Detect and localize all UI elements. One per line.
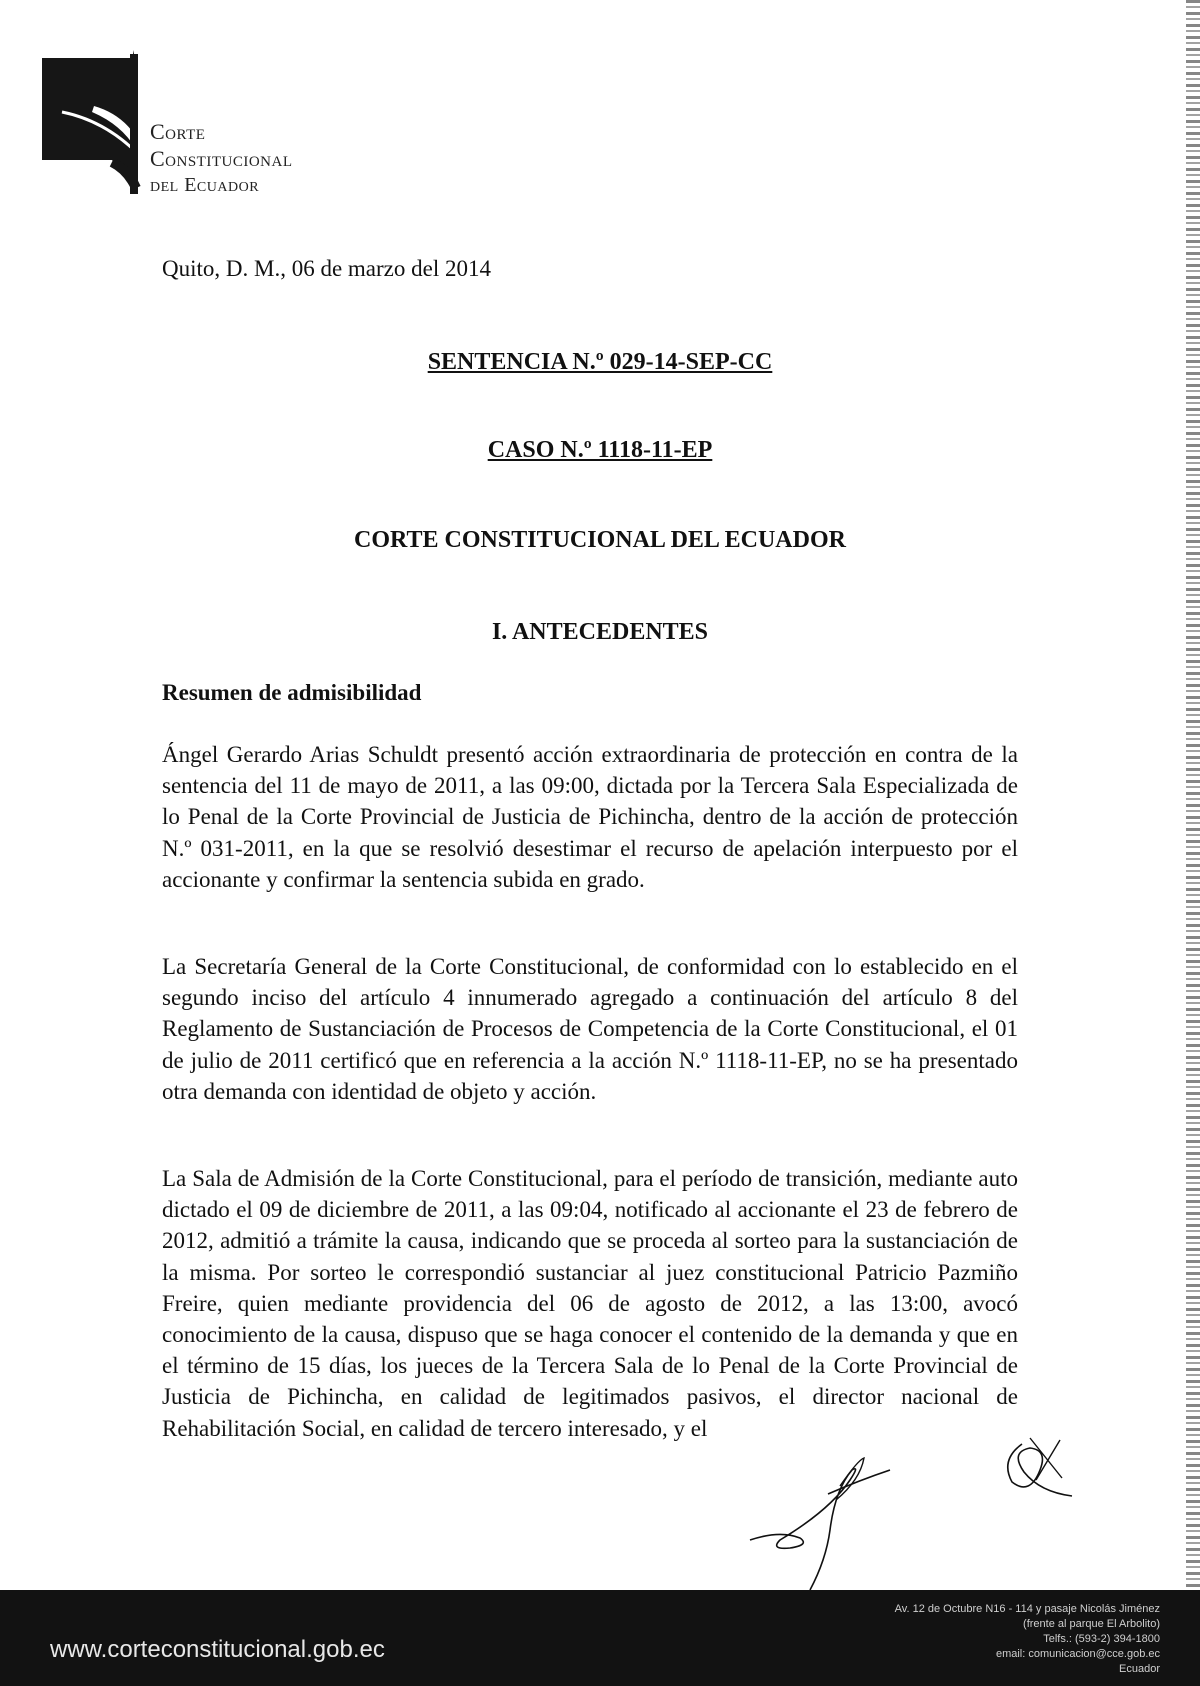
signature-icon xyxy=(740,1420,1100,1600)
footer-address-line: Av. 12 de Octubre N16 - 114 y pasaje Nicolás Jiménez xyxy=(894,1603,1160,1615)
corte-constitucional-logo xyxy=(42,50,372,210)
footer-address-line: Telfs.: (593-2) 394-1800 xyxy=(1043,1633,1160,1645)
sentencia-number-text: SENTENCIA N.º 029-14-SEP-CC xyxy=(427,349,773,375)
sentencia-number xyxy=(0,349,1200,376)
footer-address-line: (frente al parque El Arbolito) xyxy=(1023,1618,1160,1630)
caso-number xyxy=(0,437,1200,464)
section-heading: I. ANTECEDENTES xyxy=(491,619,709,645)
footer-address-line: email: comunicacion@cce.gob.ec xyxy=(995,1648,1160,1660)
signatures xyxy=(740,1420,1100,1600)
subheading-admisibilidad: Resumen de admisibilidad xyxy=(162,680,422,705)
logo-line-corte: Corte xyxy=(150,119,206,144)
caso-number-text: CASO N.º 1118-11-EP xyxy=(487,437,713,463)
court-name-heading: CORTE CONSTITUCIONAL DEL ECUADOR xyxy=(354,527,846,553)
document-date: Quito, D. M., 06 de marzo del 2014 xyxy=(162,256,491,281)
footer-website-link[interactable]: www.corteconstitucional.gob.ec xyxy=(50,1636,385,1663)
paragraph-2: La Secretaría General de la Corte Constitucional, de conformidad con lo establecido en el segundo inciso del artículo 4 innumerado agregado a continuación del artículo 8 del Reglamento de Sustanciación de Procesos de Competencia de la Corte Constitucional, el 01 de julio de 2011 certificó que en referencia a la acción N.º 1118-11-EP, no se ha presentado otra demanda con identidad de objeto y acción. xyxy=(162,954,1018,1104)
footer-address xyxy=(895,1602,1160,1677)
scan-page-edge xyxy=(1186,0,1200,1590)
logo-line-constitucional: Constitucional xyxy=(150,146,293,171)
logo-line-ecuador: del Ecuador xyxy=(150,174,260,196)
logo-wordmark xyxy=(150,118,293,199)
paragraph-3: La Sala de Admisión de la Corte Constitucional, para el período de transición, mediante auto dictado el 09 de diciembre de 2011, a las 09:04, notificado al accionante el 23 de febrero de 2012, admitió a trámite la causa, indicando que se proceda al sorteo para la sustanciación de la misma. Por sorteo le correspondió sustanciar al juez constitucional Patricio Pazmiño Freire, quien mediante providencia del 06 de agosto de 2012, a las 13:00, avocó conocimiento de la causa, dispuso que se haga conocer el contenido de la demanda y que en el término de 15 días, los jueces de la Tercera Sala de lo Penal de la Corte Provincial de Justicia de Pichincha, en calidad de legitimados pasivos, el director nacional de Rehabilitación Social, en calidad de tercero interesado, y el xyxy=(162,1166,1018,1441)
page-footer xyxy=(0,1590,1200,1686)
footer-address-line: Ecuador xyxy=(1119,1663,1160,1675)
paragraph-1: Ángel Gerardo Arias Schuldt presentó acción extraordinaria de protección en contra de la sentencia del 11 de mayo de 2011, a las 09:00, dictada por la Tercera Sala Especializada de lo Penal de la Corte Provincial de Justicia de Pichincha, dentro de la acción de protección N.º 031-2011, en la que se resolvió desestimar el recurso de apelación interpuesto por el accionante y confirmar la sentencia subida en grado. xyxy=(162,742,1018,892)
